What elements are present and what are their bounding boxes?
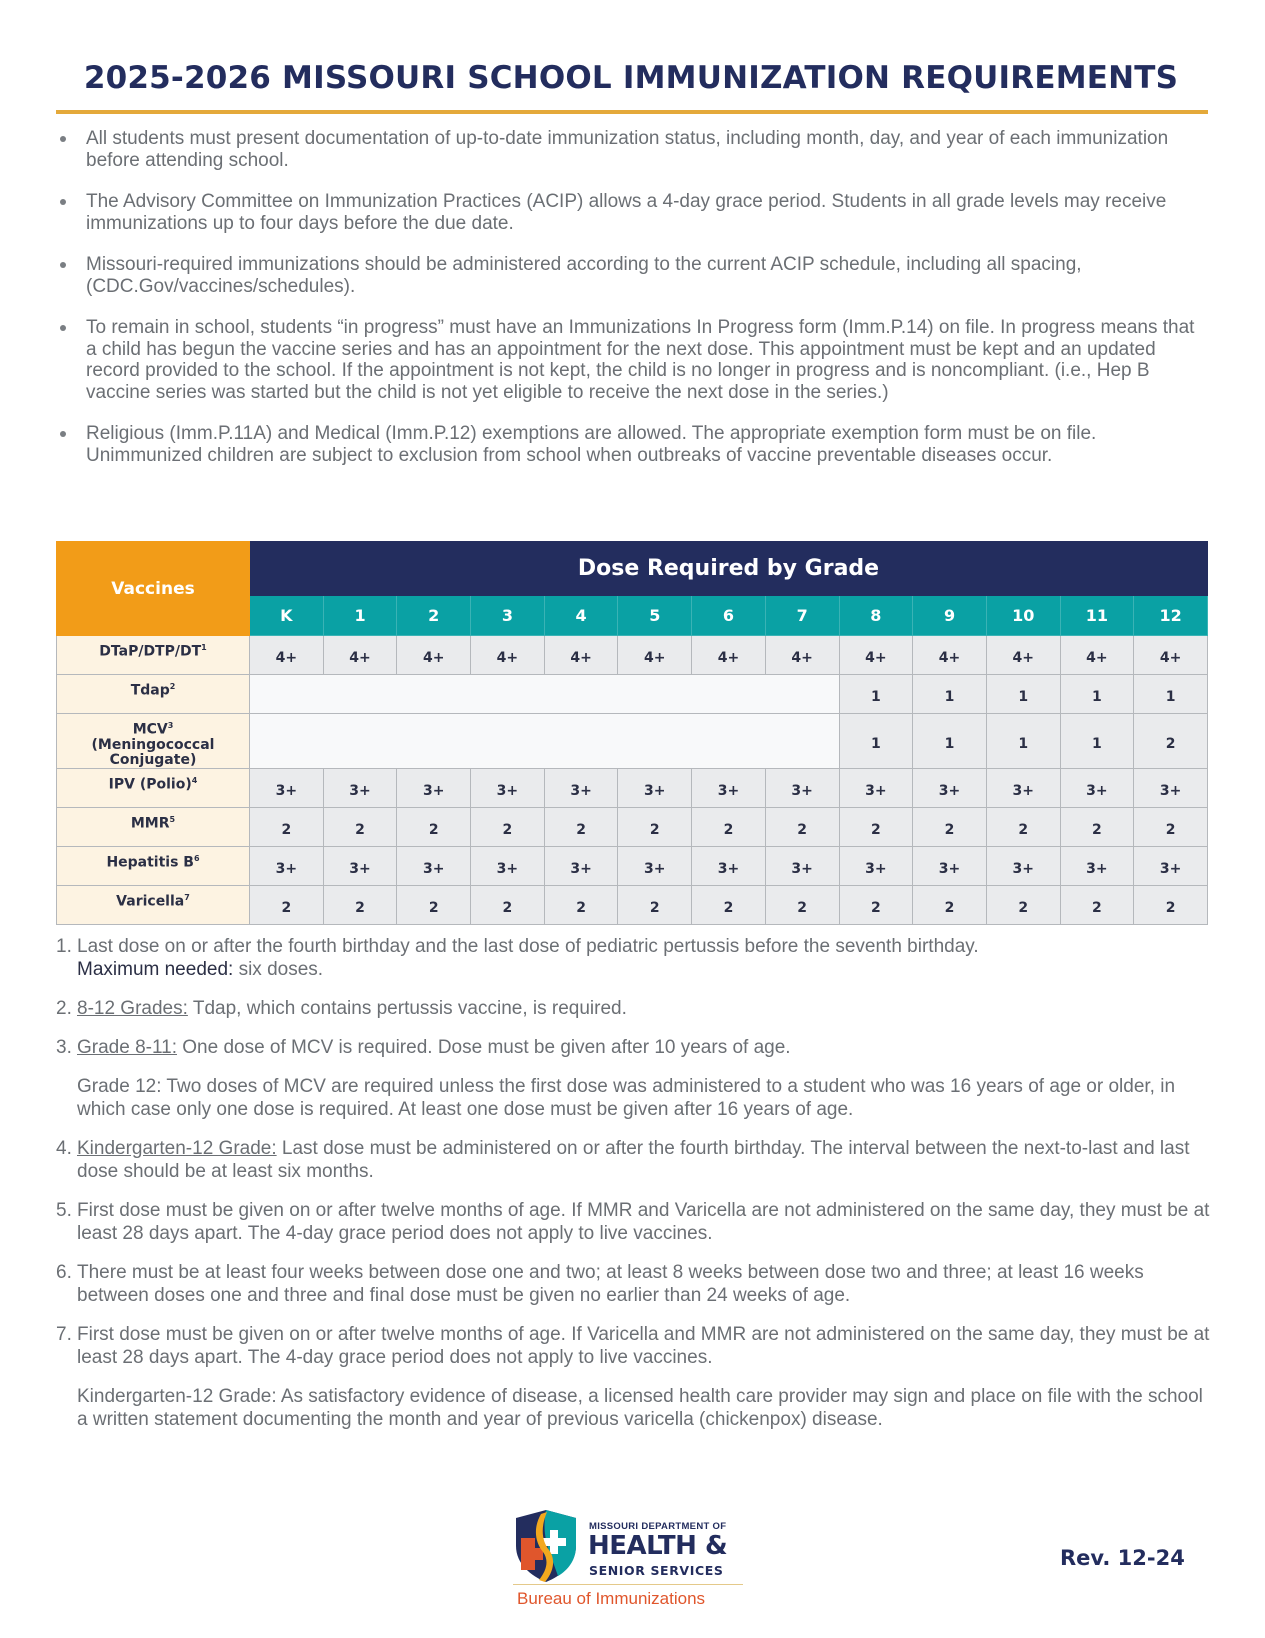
dose-cell: 2 [250,807,324,846]
dose-cell: 3+ [913,768,987,807]
bullet-icon [60,136,66,142]
grade-header: 4 [544,596,618,636]
bullet-icon [60,262,66,268]
dose-cell: 4+ [692,636,766,675]
page-title: 2025-2026 MISSOURI SCHOOL IMMUNIZATION REQUIREMENTS [83,60,1179,96]
vaccine-name: Varicella$^7$ [57,885,250,924]
dose-cell: 4+ [986,636,1060,675]
dose-table [56,541,1208,925]
dose-cell: 3+ [765,846,839,885]
dose-cell: 2 [323,807,397,846]
dose-cell: 4+ [913,636,987,675]
dose-cell: 1 [986,675,1060,714]
dose-cell: 3+ [1134,846,1208,885]
dose-cell: 3+ [913,846,987,885]
dose-cell: 2 [618,807,692,846]
dose-cell: 3+ [986,846,1060,885]
dose-cell: 2 [765,807,839,846]
grade-header: 1 [323,596,397,636]
dose-cell: 3+ [471,846,545,885]
vaccine-name: Hepatitis $B^6$ [57,846,250,885]
dose-cell: 3+ [544,768,618,807]
dose-cell: 2 [692,807,766,846]
dose-cell: 2 [1060,885,1134,924]
requirements-list [56,128,1206,486]
footnote-3: 3. Grade 8-11: One dose of MCV is required. Dose must be given after 10 years of age. [56,1037,791,1058]
dose-cell: 4+ [839,636,913,675]
revision-label: Rev. 12-24 [1060,1546,1185,1570]
footnote-6: 6. There must be at least four weeks between dose one and two; at least 8 weeks between dose two and three; at least 16 weeks between doses one and three and final dose must be given no earlier than 24 weeks of age. [56,1262,1144,1306]
footnote-5: 5. First dose must be given on or after twelve months of age. If MMR and Varicella are not administered on the same day, they must be at least 28 days apart. The 4-day grace period does not apply to live vaccines. [56,1200,1210,1244]
vaccine-row [57,768,1208,807]
dose-cell: 2 [839,885,913,924]
bullet-icon [60,431,66,437]
dose-cell: 2 [913,885,987,924]
grade-header: 6 [692,596,766,636]
title-divider [56,110,1208,114]
dose-cell: 4+ [323,636,397,675]
dose-cell: 2 [544,885,618,924]
footnote-7-k12: Kindergarten-12 Grade: As satisfactory evidence of disease, a licensed health care provider may sign and place on file with the school a written statement documenting the month and year of previous varicella (chickenpox) disease. [77,1386,1203,1430]
dhss-logo: MISSOURI DEPARTMENT OF HEALTH & SENIOR SERVICES Bureau of Immunizations [513,1505,743,1615]
dose-cell: 3+ [250,768,324,807]
requirement-item: All students must present documentation of up-to-date immunization status, including month, day, and year of each immunization before attending school. [56,128,1206,171]
dose-cell: 3+ [397,768,471,807]
dose-header: Dose Required by Grade [250,542,1208,596]
vaccine-row [57,885,1208,924]
requirement-item: Religious (Imm.P.11A) and Medical (Imm.P.12) exemptions are allowed. The appropriate exemption form must be on file. Unimmunized children are subject to exclusion from school when outbreaks of vaccine preventable diseases occur. [56,423,1206,466]
grade-header: 8 [839,596,913,636]
dose-cell: 1 [913,714,987,769]
grade-header: 10 [986,596,1060,636]
dose-cell: 4+ [471,636,545,675]
dose-cell: 3+ [765,768,839,807]
dose-cell: 3+ [397,846,471,885]
dose-cell: 1 [1060,714,1134,769]
dose-cell: 4+ [1134,636,1208,675]
dose-cell: 1 [839,714,913,769]
footnote-4: 4. Kindergarten-12 Grade: Last dose must be administered on or after the fourth birthday. The interval between the next-to-last and last dose should be at least six months. [56,1138,1190,1182]
dose-cell: 4+ [1060,636,1134,675]
dose-cell: 3+ [323,846,397,885]
vaccine-name: DTaP/$DTP/DT^1$ [57,636,250,675]
dose-cell: 4+ [250,636,324,675]
dose-cell: 2 [1134,807,1208,846]
footnotes [56,935,1211,1447]
dose-cell: 3+ [839,846,913,885]
grade-header: 12 [1134,596,1208,636]
vaccine-row [57,675,1208,714]
dose-cell: 2 [618,885,692,924]
footnote-7: 7. First dose must be given on or after twelve months of age. If Varicella and MMR are not administered on the same day, they must be at least 28 days apart. The 4-day grace period does not apply to live vaccines. [56,1324,1210,1368]
vaccine-row [57,714,1208,769]
footnote-3-grade-12: Grade 12: Two doses of MCV are required unless the first dose was administered to a student who was 16 years of age or older, in which case only one dose is required. At least one dose must be given after 16 years of age. [77,1076,1176,1120]
dose-cell: 3+ [618,768,692,807]
dose-cell: 2 [471,885,545,924]
vaccine-name: MCV$^3$ (Meningococcal Conjugate) [57,714,250,769]
footnote-1: 1. Last dose on or after the fourth birthday and the last dose of pediatric pertussis before the seventh birthday. Maximum needed: six doses. [56,936,979,980]
dose-cell: 1 [1134,675,1208,714]
dose-cell: 3+ [692,846,766,885]
vaccines-header: Vaccines [57,542,250,636]
dose-cell: 1 [986,714,1060,769]
dose-cell: 2 [250,885,324,924]
dose-cell: 2 [839,807,913,846]
grade-header: 11 [1060,596,1134,636]
dose-cell: 2 [765,885,839,924]
vaccine-name: Tdap$^2$ [57,675,250,714]
dose-cell: 3+ [986,768,1060,807]
vaccine-name: IPV (Polio)$^4$ [57,768,250,807]
bullet-icon [60,199,66,205]
dose-cell: 1 [839,675,913,714]
not-required-cell [250,675,840,714]
dose-cell: 3+ [618,846,692,885]
dose-cell: 2 [323,885,397,924]
dose-cell: 2 [544,807,618,846]
grade-header: 9 [913,596,987,636]
dose-cell: 3+ [692,768,766,807]
not-required-cell [250,714,840,769]
logo-divider [513,1584,743,1585]
vaccine-name: MMR$^5$ [57,807,250,846]
dose-cell: 1 [913,675,987,714]
dose-cell: 2 [913,807,987,846]
dose-cell: 2 [1134,714,1208,769]
bullet-icon [60,325,66,331]
dose-cell: 2 [397,807,471,846]
dose-cell: 1 [1060,675,1134,714]
grade-header: K [250,596,324,636]
dose-cell: 2 [397,885,471,924]
shield-cross-icon [513,1508,579,1583]
requirement-item: To remain in school, students “in progress” must have an Immunizations In Progress form (Imm.P.14) on file. In progress means that a child has begun the vaccine series and has an appointment for the next dose. This appointment must be kept and an updated record provided to the school. If the appointment is not kept, the child is no longer in progress and is noncompliant. (i.e., Hep B vaccine series was started but the child is not yet eligible to receive the next dose in the series.) [56,317,1206,403]
dose-cell: 4+ [765,636,839,675]
dose-cell: 3+ [1134,768,1208,807]
grade-header: 7 [765,596,839,636]
grade-header: 2 [397,596,471,636]
dose-cell: 2 [986,885,1060,924]
dose-cell: 3+ [544,846,618,885]
dose-cell: 4+ [544,636,618,675]
footnote-2: 2. 8-12 Grades: Tdap, which contains pertussis vaccine, is required. [56,998,627,1019]
dose-cell: 3+ [323,768,397,807]
dose-cell: 2 [986,807,1060,846]
dose-cell: 4+ [397,636,471,675]
dose-cell: 3+ [839,768,913,807]
requirement-item: Missouri-required immunizations should be administered according to the current ACIP schedule, including all spacing, (CDC.Gov/vaccines/schedules). [56,254,1206,297]
vaccine-row [57,636,1208,675]
dose-cell: 2 [1134,885,1208,924]
grade-header: 3 [471,596,545,636]
dose-cell: 2 [1060,807,1134,846]
dose-cell: 2 [471,807,545,846]
dose-cell: 2 [692,885,766,924]
vaccine-row [57,807,1208,846]
dose-cell: 4+ [618,636,692,675]
dose-cell: 3+ [1060,768,1134,807]
requirement-item: The Advisory Committee on Immunization Practices (ACIP) allows a 4-day grace period. Students in all grade levels may receive immunizations up to four days before the due date. [56,191,1206,234]
dose-cell: 3+ [471,768,545,807]
dose-cell: 3+ [250,846,324,885]
vaccine-row [57,846,1208,885]
grade-header: 5 [618,596,692,636]
dose-cell: 3+ [1060,846,1134,885]
